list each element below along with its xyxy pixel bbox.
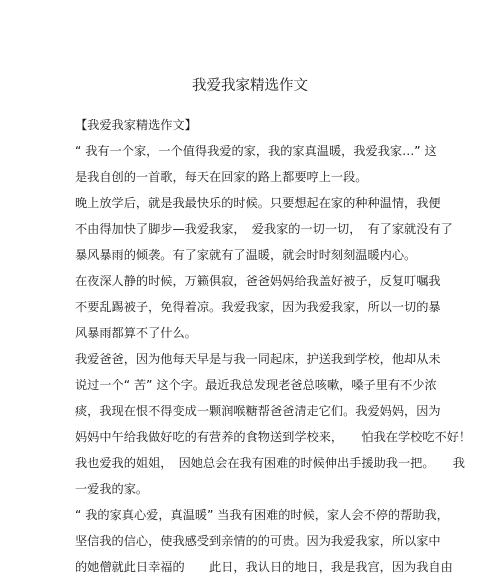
paragraph-line: 坚信我的信心，使我感受到亲情的的可贵。因为我爱我家，所以家中: [75, 534, 441, 548]
paragraph-line: 在夜深人静的时候，万籁俱寂，爸爸妈妈给我盖好被子，反复叮嘱我: [75, 274, 441, 288]
paragraph-line: 不由得加快了脚步—我爱我家， 爱我家的一切一切， 有了家就没有了: [75, 222, 453, 236]
paragraph-line: 风暴雨都算不了什么。: [75, 326, 197, 340]
paragraph-line: 我也爱我的姐姐， 因她总会在我有困难的时候伸出手援助我一把。 我: [75, 456, 465, 470]
paragraph-line: 不要乱踢被子，免得着凉。我爱我家，因为我爱我家，所以一切的暴: [75, 300, 441, 314]
paragraph-line: “ 我有一个家，一个值得我爱的家，我的家真温暖，我爱我家…” 这: [75, 144, 437, 158]
section-heading: 【我爱我家精选作文】: [75, 118, 197, 132]
paragraph-line: 的她僧就此日幸福的 此日，我认日的地日，我是我宫，因为我自由: [75, 560, 453, 574]
paragraph-line: 我爱爸爸，因为他每天早是与我一同起床，护送我到学校，他却从未: [75, 352, 441, 366]
page-title: 我爱我家精选作文: [192, 78, 308, 94]
paragraph-line: 说过一个“ 苦” 这个字。最近我总发现老爸总咳嗽，嗓子里有不少浓: [75, 378, 437, 392]
paragraph-line: 一爱我的家。: [75, 482, 149, 496]
paragraph-line: 晚上放学后，就是我最快乐的时候。只要想起在家的种种温情，我便: [75, 196, 441, 210]
paragraph-line: 暴风暴雨的倾袭。有了家就有了温暖，就会时时刻刻温暖内心。: [75, 248, 417, 262]
paragraph-line: 是我自创的一首歌，每天在回家的路上都要哼上一段。: [75, 170, 368, 184]
paragraph-line: “ 我的家真心爱，真温暖” 当我有困难的时候，家人会不停的帮助我，: [75, 508, 449, 522]
paragraph-line: 痰，我现在恨不得变成一颗润喉糖帮爸爸清走它们。我爱妈妈，因为: [75, 404, 441, 418]
paragraph-line: 妈妈中午给我做好吃的有营养的食物送到学校来， 怕我在学校吃不好！: [75, 430, 472, 444]
